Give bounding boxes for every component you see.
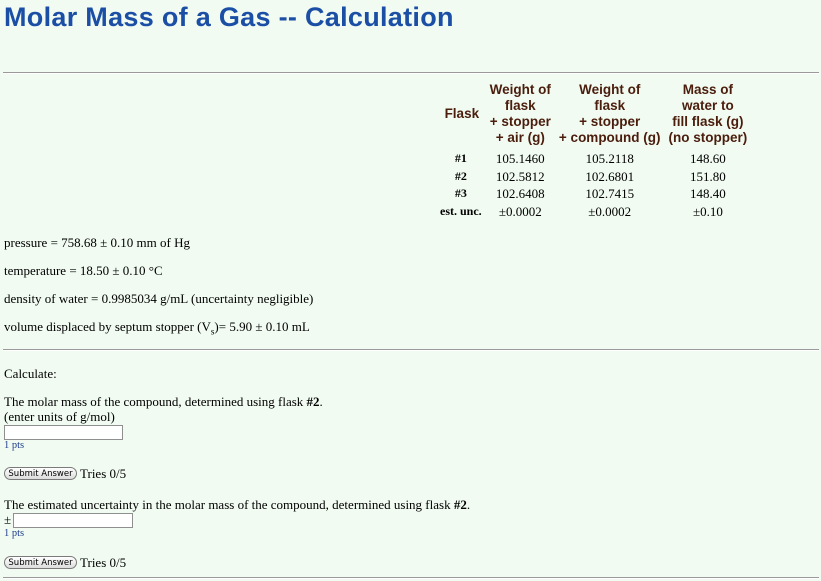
question2-tries: Tries 0/5 [80,555,127,570]
calculate-label: Calculate: [4,366,57,381]
question2-text [4,497,470,513]
cell-compound: ±0.0002 [588,203,632,219]
header-weight-air-line4: + air (g) [495,130,545,145]
question1-text [4,394,323,410]
header-flask: Flask [444,106,480,121]
uncertainty-answer-input[interactable] [13,513,133,528]
header-weight-air-line3: + stopper [489,114,551,129]
row-label: est. unc. [440,203,482,218]
question1-suffix: . [319,394,323,409]
cell-air: 102.5812 [495,168,545,184]
question1-submit-button[interactable]: Submit Answer [4,467,77,480]
header-mass-water [665,82,752,150]
header-mass-water-line4: (no stopper) [668,130,748,145]
volume-text-suffix: )= 5.90 ± 0.10 mL [214,319,310,334]
cell-water: 148.40 [690,186,726,201]
divider-top [3,72,819,74]
question1-flask: #2 [306,394,320,409]
table-header-row [436,82,751,150]
pressure-text: pressure = 758.68 ± 0.10 mm of Hg [4,235,190,250]
table-row [436,150,751,168]
cell-air: 102.6408 [495,186,545,201]
table-row [436,203,751,221]
header-weight-compound-line3: + stopper [579,114,641,129]
header-weight-compound-line4: + compound (g) [558,130,661,145]
row-label: #3 [454,186,467,200]
question1-units-hint: (enter units of g/mol) [4,409,115,424]
cell-water: ±0.10 [692,203,723,219]
volume-text-prefix: volume displaced by septum stopper (V [4,319,211,334]
question2-submit-button[interactable]: Submit Answer [4,556,77,569]
cell-compound: 105.2118 [585,151,634,166]
header-mass-water-line3: fill flask (g) [672,114,744,129]
header-weight-compound-line2: flask [594,98,626,113]
flask-data-table [436,82,751,220]
question1-tries: Tries 0/5 [80,466,127,481]
divider-bottom [3,577,819,579]
header-weight-air [486,82,555,150]
question2-suffix: . [466,497,471,512]
cell-water: 151.80 [690,168,726,184]
question1-points: 1 pts [4,440,25,451]
table-row [436,185,751,203]
divider-middle [3,349,819,351]
volume-text [4,319,310,337]
header-weight-compound-line1: Weight of [579,82,641,97]
question2-points: 1 pts [4,528,25,539]
cell-air: 105.1460 [495,151,545,166]
cell-compound: 102.7415 [585,186,635,201]
header-weight-air-line2: flask [504,98,536,113]
row-label: #2 [454,168,467,183]
cell-air: ±0.0002 [498,203,542,219]
table-row [436,168,751,186]
cell-compound: 102.6801 [585,168,635,184]
temperature-text: temperature = 18.50 ± 0.10 °C [4,263,163,278]
question1-prefix: The molar mass of the compound, determined using flask [4,394,307,409]
header-weight-compound [555,82,665,150]
molar-mass-answer-input[interactable] [4,425,123,440]
page-title: Molar Mass of a Gas -- Calculation [4,2,454,32]
header-mass-water-line1: Mass of [682,82,734,97]
density-text: density of water = 0.9985034 g/mL (uncertainty negligible) [4,291,314,306]
header-weight-air-line1: Weight of [489,82,551,97]
question2-prefix: The estimated uncertainty in the molar mass of the compound, determined using flask [4,497,454,512]
plus-minus-symbol: ± [4,512,12,527]
header-mass-water-line2: water to [682,98,734,113]
volume-subscript: s [210,326,215,337]
question2-flask: #2 [453,497,467,512]
row-label: #1 [454,151,467,165]
cell-water: 148.60 [690,151,726,166]
